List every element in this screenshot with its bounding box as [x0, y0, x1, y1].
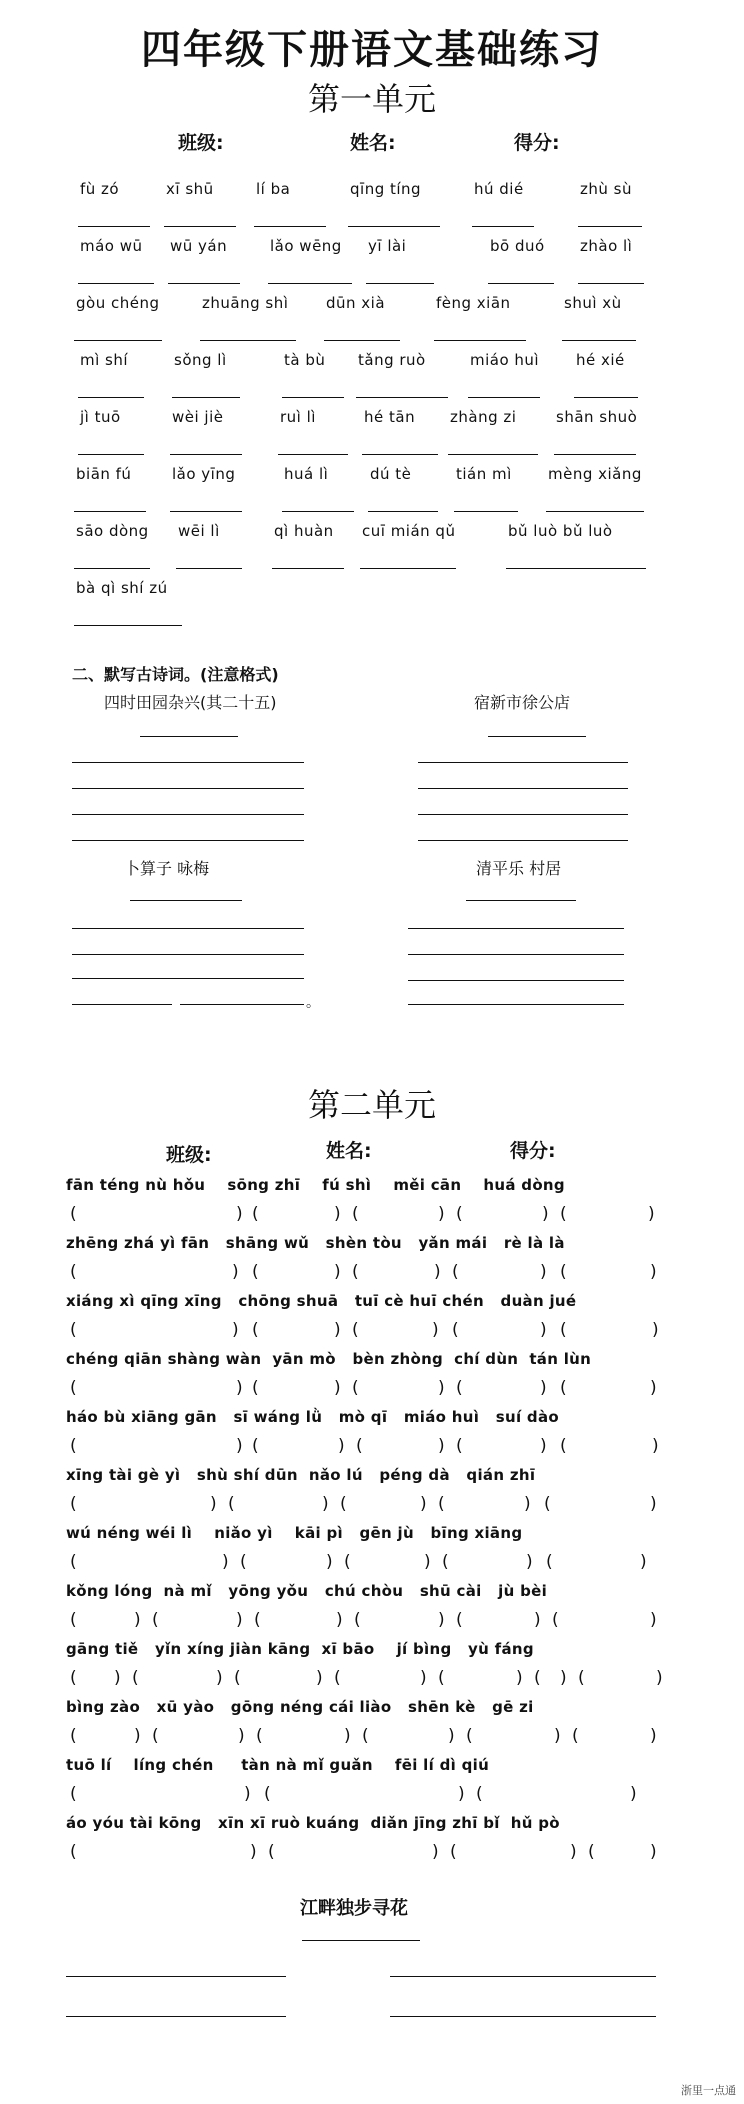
end-period: 。 — [306, 995, 320, 1011]
open-paren: ( — [252, 1436, 259, 1456]
close-paren: ) — [540, 1320, 547, 1340]
open-paren: ( — [552, 1610, 559, 1630]
open-paren: ( — [352, 1204, 359, 1224]
answer-line[interactable] — [578, 283, 644, 284]
close-paren: ) — [540, 1436, 547, 1456]
unit2-heading: 第二单元 — [307, 1086, 436, 1124]
close-paren: ) — [650, 1494, 657, 1514]
pinyin-word: wèi jiè — [172, 408, 224, 426]
pinyin-word: sǒng lì — [174, 351, 227, 369]
class-label: 班级: — [178, 132, 224, 154]
pinyin-word: jì tuō — [80, 408, 121, 426]
close-paren: ) — [344, 1726, 351, 1746]
close-paren: ) — [652, 1320, 659, 1340]
pinyin-row: tuō lí líng chén tàn nà mǐ guǎn fēi lí dì qiú — [66, 1756, 490, 1774]
open-paren: ( — [252, 1320, 259, 1340]
open-paren: ( — [264, 1784, 271, 1804]
poem-writing-line[interactable] — [72, 762, 304, 763]
close-paren: ) — [434, 1262, 441, 1282]
close-paren: ) — [424, 1552, 431, 1572]
pinyin-word: tǎng ruò — [358, 351, 426, 369]
open-paren: ( — [588, 1842, 595, 1862]
open-paren: ( — [254, 1610, 261, 1630]
poem-writing-line[interactable] — [408, 954, 624, 955]
open-paren: ( — [452, 1320, 459, 1340]
answer-line[interactable] — [282, 397, 344, 398]
poem-writing-line[interactable] — [408, 980, 624, 981]
pinyin-row: háo bù xiāng gān sī wáng lǜ mò qī miáo huì suí dào — [66, 1408, 559, 1426]
open-paren: ( — [560, 1204, 567, 1224]
answer-line[interactable] — [200, 340, 296, 341]
close-paren: ) — [420, 1494, 427, 1514]
close-paren: ) — [650, 1842, 657, 1862]
open-paren: ( — [256, 1726, 263, 1746]
close-paren: ) — [134, 1610, 141, 1630]
poem-writing-line[interactable] — [418, 762, 628, 763]
close-paren: ) — [114, 1668, 121, 1688]
poem-title-2: 宿新市徐公店 — [474, 693, 571, 712]
open-paren: ( — [132, 1668, 139, 1688]
pinyin-word: qì huàn — [274, 522, 334, 540]
close-paren: ) — [244, 1784, 251, 1804]
close-paren: ) — [432, 1842, 439, 1862]
answer-line[interactable] — [448, 454, 538, 455]
close-paren: ) — [458, 1784, 465, 1804]
unit2-poem-title: 江畔独步寻花 — [300, 1898, 408, 1919]
close-paren: ) — [236, 1378, 243, 1398]
open-paren: ( — [340, 1494, 347, 1514]
close-paren: ) — [250, 1842, 257, 1862]
open-paren: ( — [456, 1204, 463, 1224]
open-paren: ( — [442, 1552, 449, 1572]
close-paren: ) — [210, 1494, 217, 1514]
pinyin-word: tián mì — [456, 465, 512, 483]
answer-line[interactable] — [254, 226, 326, 227]
answer-line[interactable] — [360, 568, 456, 569]
poem-writing-line[interactable] — [418, 840, 628, 841]
answer-line[interactable] — [434, 340, 526, 341]
close-paren: ) — [534, 1610, 541, 1630]
answer-line[interactable] — [268, 283, 352, 284]
close-paren: ) — [652, 1436, 659, 1456]
answer-line[interactable] — [272, 568, 344, 569]
unit2-score-label: 得分: — [510, 1140, 556, 1162]
open-paren: ( — [252, 1378, 259, 1398]
pinyin-word: tà bù — [284, 351, 326, 369]
pinyin-word: bà qì shí zú — [76, 579, 168, 597]
close-paren: ) — [570, 1842, 577, 1862]
close-paren: ) — [236, 1436, 243, 1456]
open-paren: ( — [560, 1436, 567, 1456]
answer-line[interactable] — [176, 568, 242, 569]
poem-writing-line[interactable] — [488, 736, 586, 737]
close-paren: ) — [322, 1494, 329, 1514]
pinyin-word: sāo dòng — [76, 522, 149, 540]
close-paren: ) — [316, 1668, 323, 1688]
close-paren: ) — [438, 1610, 445, 1630]
answer-line[interactable] — [578, 226, 642, 227]
close-paren: ) — [326, 1552, 333, 1572]
poem-line — [66, 2016, 286, 2017]
answer-line[interactable] — [74, 511, 146, 512]
poem-writing-line[interactable] — [72, 928, 304, 929]
pinyin-row: bìng zào xū yào gōng néng cái liào shēn kè gē zi — [66, 1698, 534, 1716]
poem-line — [390, 2016, 656, 2017]
pinyin-word: bō duó — [490, 237, 545, 255]
poem-line — [66, 1976, 286, 1977]
open-paren: ( — [572, 1726, 579, 1746]
poem-writing-line[interactable] — [72, 840, 304, 841]
open-paren: ( — [252, 1204, 259, 1224]
pinyin-word: gòu chéng — [76, 294, 160, 312]
pinyin-row: kǒng lóng nà mǐ yōng yǒu chú chòu shū cài jù bèi — [66, 1582, 548, 1600]
close-paren: ) — [338, 1436, 345, 1456]
open-paren: ( — [70, 1378, 77, 1398]
open-paren: ( — [476, 1784, 483, 1804]
answer-line[interactable] — [170, 454, 242, 455]
close-paren: ) — [438, 1204, 445, 1224]
open-paren: ( — [456, 1378, 463, 1398]
open-paren: ( — [70, 1726, 77, 1746]
close-paren: ) — [630, 1784, 637, 1804]
answer-line[interactable] — [368, 511, 438, 512]
close-paren: ) — [336, 1610, 343, 1630]
close-paren: ) — [540, 1378, 547, 1398]
answer-line[interactable] — [454, 511, 518, 512]
open-paren: ( — [70, 1610, 77, 1630]
open-paren: ( — [70, 1494, 77, 1514]
answer-line[interactable] — [366, 283, 434, 284]
answer-line[interactable] — [506, 568, 646, 569]
open-paren: ( — [450, 1842, 457, 1862]
unit2-class-label: 班级: — [166, 1144, 212, 1166]
pinyin-word: fù zó — [80, 180, 120, 198]
close-paren: ) — [650, 1378, 657, 1398]
poem-writing-line[interactable] — [72, 814, 304, 815]
open-paren: ( — [534, 1668, 541, 1688]
answer-line[interactable] — [164, 226, 236, 227]
pinyin-word: cuī mián qǔ — [362, 522, 456, 540]
pinyin-word: shuì xù — [564, 294, 622, 312]
close-paren: ) — [448, 1726, 455, 1746]
open-paren: ( — [334, 1668, 341, 1688]
close-paren: ) — [542, 1204, 549, 1224]
open-paren: ( — [452, 1262, 459, 1282]
poem-writing-line[interactable] — [418, 788, 628, 789]
score-label: 得分: — [514, 132, 560, 154]
open-paren: ( — [466, 1726, 473, 1746]
pinyin-word: hé tān — [364, 408, 416, 426]
close-paren: ) — [650, 1262, 657, 1282]
pinyin-row: xīng tài gè yì shù shí dūn nǎo lú péng dà qián zhī — [66, 1466, 536, 1484]
close-paren: ) — [216, 1668, 223, 1688]
pinyin-word: ruì lì — [280, 408, 316, 426]
answer-line[interactable] — [74, 340, 162, 341]
answer-line[interactable] — [74, 568, 150, 569]
close-paren: ) — [334, 1320, 341, 1340]
open-paren: ( — [578, 1668, 585, 1688]
answer-line[interactable] — [78, 226, 150, 227]
answer-line[interactable] — [488, 283, 554, 284]
poem-writing-line[interactable] — [180, 1004, 304, 1005]
pinyin-row: fān téng nù hǒu sōng zhī fú shì měi cān huá dòng — [66, 1176, 565, 1194]
close-paren: ) — [516, 1668, 523, 1688]
open-paren: ( — [438, 1494, 445, 1514]
open-paren: ( — [70, 1842, 77, 1862]
answer-line[interactable] — [78, 283, 154, 284]
open-paren: ( — [234, 1668, 241, 1688]
close-paren: ) — [232, 1262, 239, 1282]
close-paren: ) — [236, 1610, 243, 1630]
pinyin-word: miáo huì — [470, 351, 540, 369]
close-paren: ) — [420, 1668, 427, 1688]
open-paren: ( — [438, 1668, 445, 1688]
close-paren: ) — [526, 1552, 533, 1572]
pinyin-word: bǔ luò bǔ luò — [508, 522, 613, 540]
open-paren: ( — [546, 1552, 553, 1572]
pinyin-word: huá lì — [284, 465, 329, 483]
close-paren: ) — [334, 1378, 341, 1398]
footer-watermark: 浙里一点通 — [681, 2084, 736, 2097]
pinyin-word: hú dié — [474, 180, 524, 198]
close-paren: ) — [232, 1320, 239, 1340]
open-paren: ( — [352, 1378, 359, 1398]
pinyin-word: zhào lì — [580, 237, 633, 255]
pinyin-word: máo wū — [80, 237, 143, 255]
poem-writing-line[interactable] — [72, 788, 304, 789]
open-paren: ( — [268, 1842, 275, 1862]
close-paren: ) — [236, 1204, 243, 1224]
poem-writing-line[interactable] — [418, 814, 628, 815]
pinyin-word: mì shí — [80, 351, 129, 369]
pinyin-word: mèng xiǎng — [548, 465, 642, 483]
close-paren: ) — [650, 1610, 657, 1630]
unit1-heading: 第一单元 — [307, 80, 436, 118]
open-paren: ( — [560, 1262, 567, 1282]
open-paren: ( — [70, 1320, 77, 1340]
close-paren: ) — [656, 1668, 663, 1688]
poem-writing-line[interactable] — [72, 954, 304, 955]
pinyin-row: wú néng wéi lì niǎo yì kāi pì gēn jù bīng xiāng — [66, 1524, 523, 1542]
open-paren: ( — [354, 1610, 361, 1630]
close-paren: ) — [134, 1726, 141, 1746]
poem-title-1: 四时田园杂兴(其二十五) — [104, 693, 277, 712]
pinyin-word: dú tè — [370, 465, 412, 483]
answer-line[interactable] — [324, 340, 400, 341]
pinyin-word: shān shuò — [556, 408, 638, 426]
close-paren: ) — [432, 1320, 439, 1340]
open-paren: ( — [152, 1610, 159, 1630]
open-paren: ( — [70, 1668, 77, 1688]
answer-line[interactable] — [78, 397, 144, 398]
close-paren: ) — [334, 1262, 341, 1282]
close-paren: ) — [438, 1436, 445, 1456]
open-paren: ( — [352, 1262, 359, 1282]
open-paren: ( — [352, 1320, 359, 1340]
unit2-name-label: 姓名: — [326, 1140, 372, 1162]
open-paren: ( — [70, 1552, 77, 1572]
poem-writing-line[interactable] — [466, 900, 576, 901]
open-paren: ( — [356, 1436, 363, 1456]
close-paren: ) — [648, 1204, 655, 1224]
answer-line[interactable] — [356, 397, 448, 398]
section2-heading: 二、默写古诗词。(注意格式) — [72, 665, 279, 684]
pinyin-row: zhēng zhá yì fān shāng wǔ shèn tòu yǎn mái rè là là — [66, 1234, 565, 1252]
answer-line[interactable] — [78, 454, 144, 455]
answer-line[interactable] — [170, 511, 242, 512]
answer-line[interactable] — [472, 226, 534, 227]
close-paren: ) — [540, 1262, 547, 1282]
close-paren: ) — [238, 1726, 245, 1746]
open-paren: ( — [344, 1552, 351, 1572]
close-paren: ) — [524, 1494, 531, 1514]
close-paren: ) — [554, 1726, 561, 1746]
answer-line[interactable] — [282, 511, 354, 512]
poem-writing-line[interactable] — [140, 736, 238, 737]
open-paren: ( — [560, 1378, 567, 1398]
pinyin-row: chéng qiān shàng wàn yān mò bèn zhòng chí dùn tán lùn — [66, 1350, 592, 1368]
open-paren: ( — [456, 1436, 463, 1456]
open-paren: ( — [252, 1262, 259, 1282]
pinyin-word: fèng xiān — [436, 294, 511, 312]
open-paren: ( — [362, 1726, 369, 1746]
open-paren: ( — [228, 1494, 235, 1514]
pinyin-word: yī lài — [368, 237, 407, 255]
poem-writing-line[interactable] — [408, 928, 624, 929]
pinyin-row: xiáng xì qīng xīng chōng shuā tuī cè huī chén duàn jué — [66, 1292, 577, 1310]
pinyin-word: hé xié — [576, 351, 625, 369]
close-paren: ) — [334, 1204, 341, 1224]
pinyin-word: zhàng zi — [450, 408, 517, 426]
answer-line[interactable] — [574, 397, 638, 398]
open-paren: ( — [70, 1436, 77, 1456]
answer-line[interactable] — [562, 340, 636, 341]
answer-line[interactable] — [172, 397, 240, 398]
pinyin-word: xī shū — [166, 180, 214, 198]
close-paren: ) — [640, 1552, 647, 1572]
close-paren: ) — [560, 1668, 567, 1688]
name-label: 姓名: — [350, 132, 396, 154]
pinyin-word: dūn xià — [326, 294, 386, 312]
close-paren: ) — [222, 1552, 229, 1572]
open-paren: ( — [70, 1204, 77, 1224]
open-paren: ( — [544, 1494, 551, 1514]
poem-writing-line[interactable] — [72, 978, 304, 979]
answer-line[interactable] — [168, 283, 240, 284]
open-paren: ( — [240, 1552, 247, 1572]
poem-writing-line[interactable] — [130, 900, 242, 901]
close-paren: ) — [438, 1378, 445, 1398]
open-paren: ( — [152, 1726, 159, 1746]
pinyin-word: biān fú — [76, 465, 132, 483]
open-paren: ( — [70, 1262, 77, 1282]
poem-title-3: 卜算子 咏梅 — [124, 859, 210, 878]
pinyin-word: lí ba — [256, 180, 291, 198]
answer-line[interactable] — [348, 226, 440, 227]
pinyin-word: wū yán — [170, 237, 228, 255]
poem-writing-line[interactable] — [408, 1004, 624, 1005]
open-paren: ( — [70, 1784, 77, 1804]
poem-line — [390, 1976, 656, 1977]
pinyin-word: zhù sù — [580, 180, 632, 198]
pinyin-word: wēi lì — [178, 522, 220, 540]
pinyin-row: gāng tiě yǐn xíng jiàn kāng xī bāo jí bìng yù fáng — [66, 1640, 534, 1658]
answer-line[interactable] — [554, 454, 636, 455]
answer-line[interactable] — [278, 454, 348, 455]
poem-writing-line[interactable] — [72, 1004, 172, 1005]
page-title: 四年级下册语文基础练习 — [141, 26, 603, 73]
open-paren: ( — [456, 1610, 463, 1630]
answer-line[interactable] — [74, 625, 182, 626]
pinyin-word: lǎo yīng — [172, 465, 236, 483]
answer-line[interactable] — [468, 397, 540, 398]
poem-author-line — [302, 1940, 420, 1941]
poem-title-4: 清平乐 村居 — [476, 859, 562, 878]
pinyin-word: qīng tíng — [350, 180, 422, 198]
open-paren: ( — [560, 1320, 567, 1340]
pinyin-word: lǎo wēng — [270, 237, 342, 255]
pinyin-word: zhuāng shì — [202, 294, 289, 312]
answer-line[interactable] — [362, 454, 438, 455]
answer-line[interactable] — [546, 511, 644, 512]
pinyin-row: áo yóu tài kōng xīn xī ruò kuáng diǎn jīng zhī bǐ hǔ pò — [66, 1814, 560, 1832]
close-paren: ) — [650, 1726, 657, 1746]
